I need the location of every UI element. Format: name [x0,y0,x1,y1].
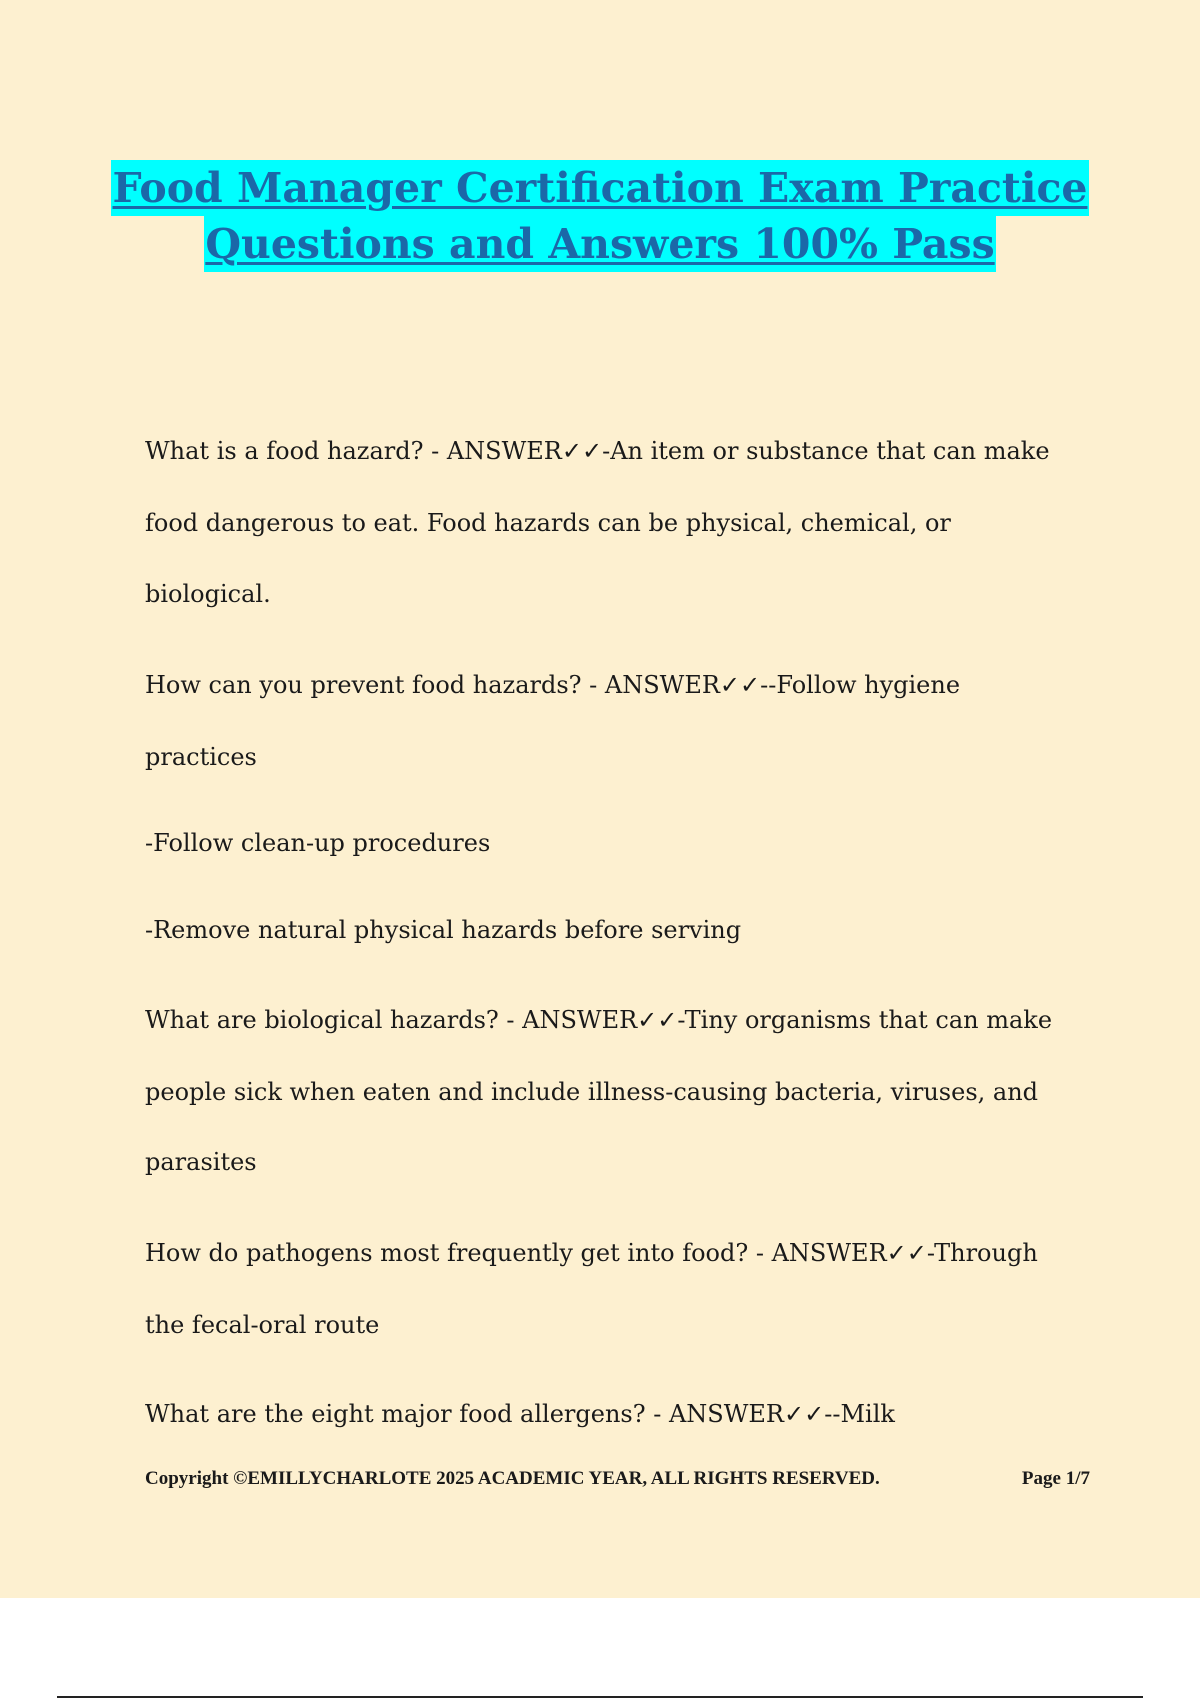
qa-text-line: parasites [145,1148,257,1176]
qa-text-line: -Remove natural physical hazards before serving [145,916,742,944]
page-number: Page 1/7 [1021,1468,1090,1489]
qa-text-line: How can you prevent food hazards? - ANSWER✓✓--Follow hygiene [145,671,961,699]
qa-text-line: biological. [145,580,271,608]
document-title [0,160,1200,272]
qa-text-line: What are the eight major food allergens? - ANSWER✓✓--Milk [145,1400,895,1428]
qa-text-line: How do pathogens most frequently get into food? - ANSWER✓✓-Through [145,1239,1038,1267]
qa-text-line: -Follow clean-up procedures [145,829,491,857]
page-footer [145,1468,1090,1490]
qa-text-line: the fecal-oral route [145,1311,380,1339]
title-line-2: Questions and Answers 100% Pass [204,216,995,272]
qa-text-line: food dangerous to eat. Food hazards can be physical, chemical, or [145,509,951,537]
qa-text-line: What are biological hazards? - ANSWER✓✓-Tiny organisms that can make [145,1006,1053,1034]
horizontal-divider [57,1696,1143,1698]
qa-text-line: What is a food hazard? - ANSWER✓✓-An item or substance that can make [145,437,1050,465]
qa-text-line: practices [145,743,257,771]
copyright-notice: Copyright ©EMILLYCHARLOTE 2025 ACADEMIC YEAR, ALL RIGHTS RESERVED. [145,1468,880,1489]
qa-text-line: people sick when eaten and include illness-causing bacteria, viruses, and [145,1078,1039,1106]
title-line-1: Food Manager Certification Exam Practice [111,160,1088,216]
